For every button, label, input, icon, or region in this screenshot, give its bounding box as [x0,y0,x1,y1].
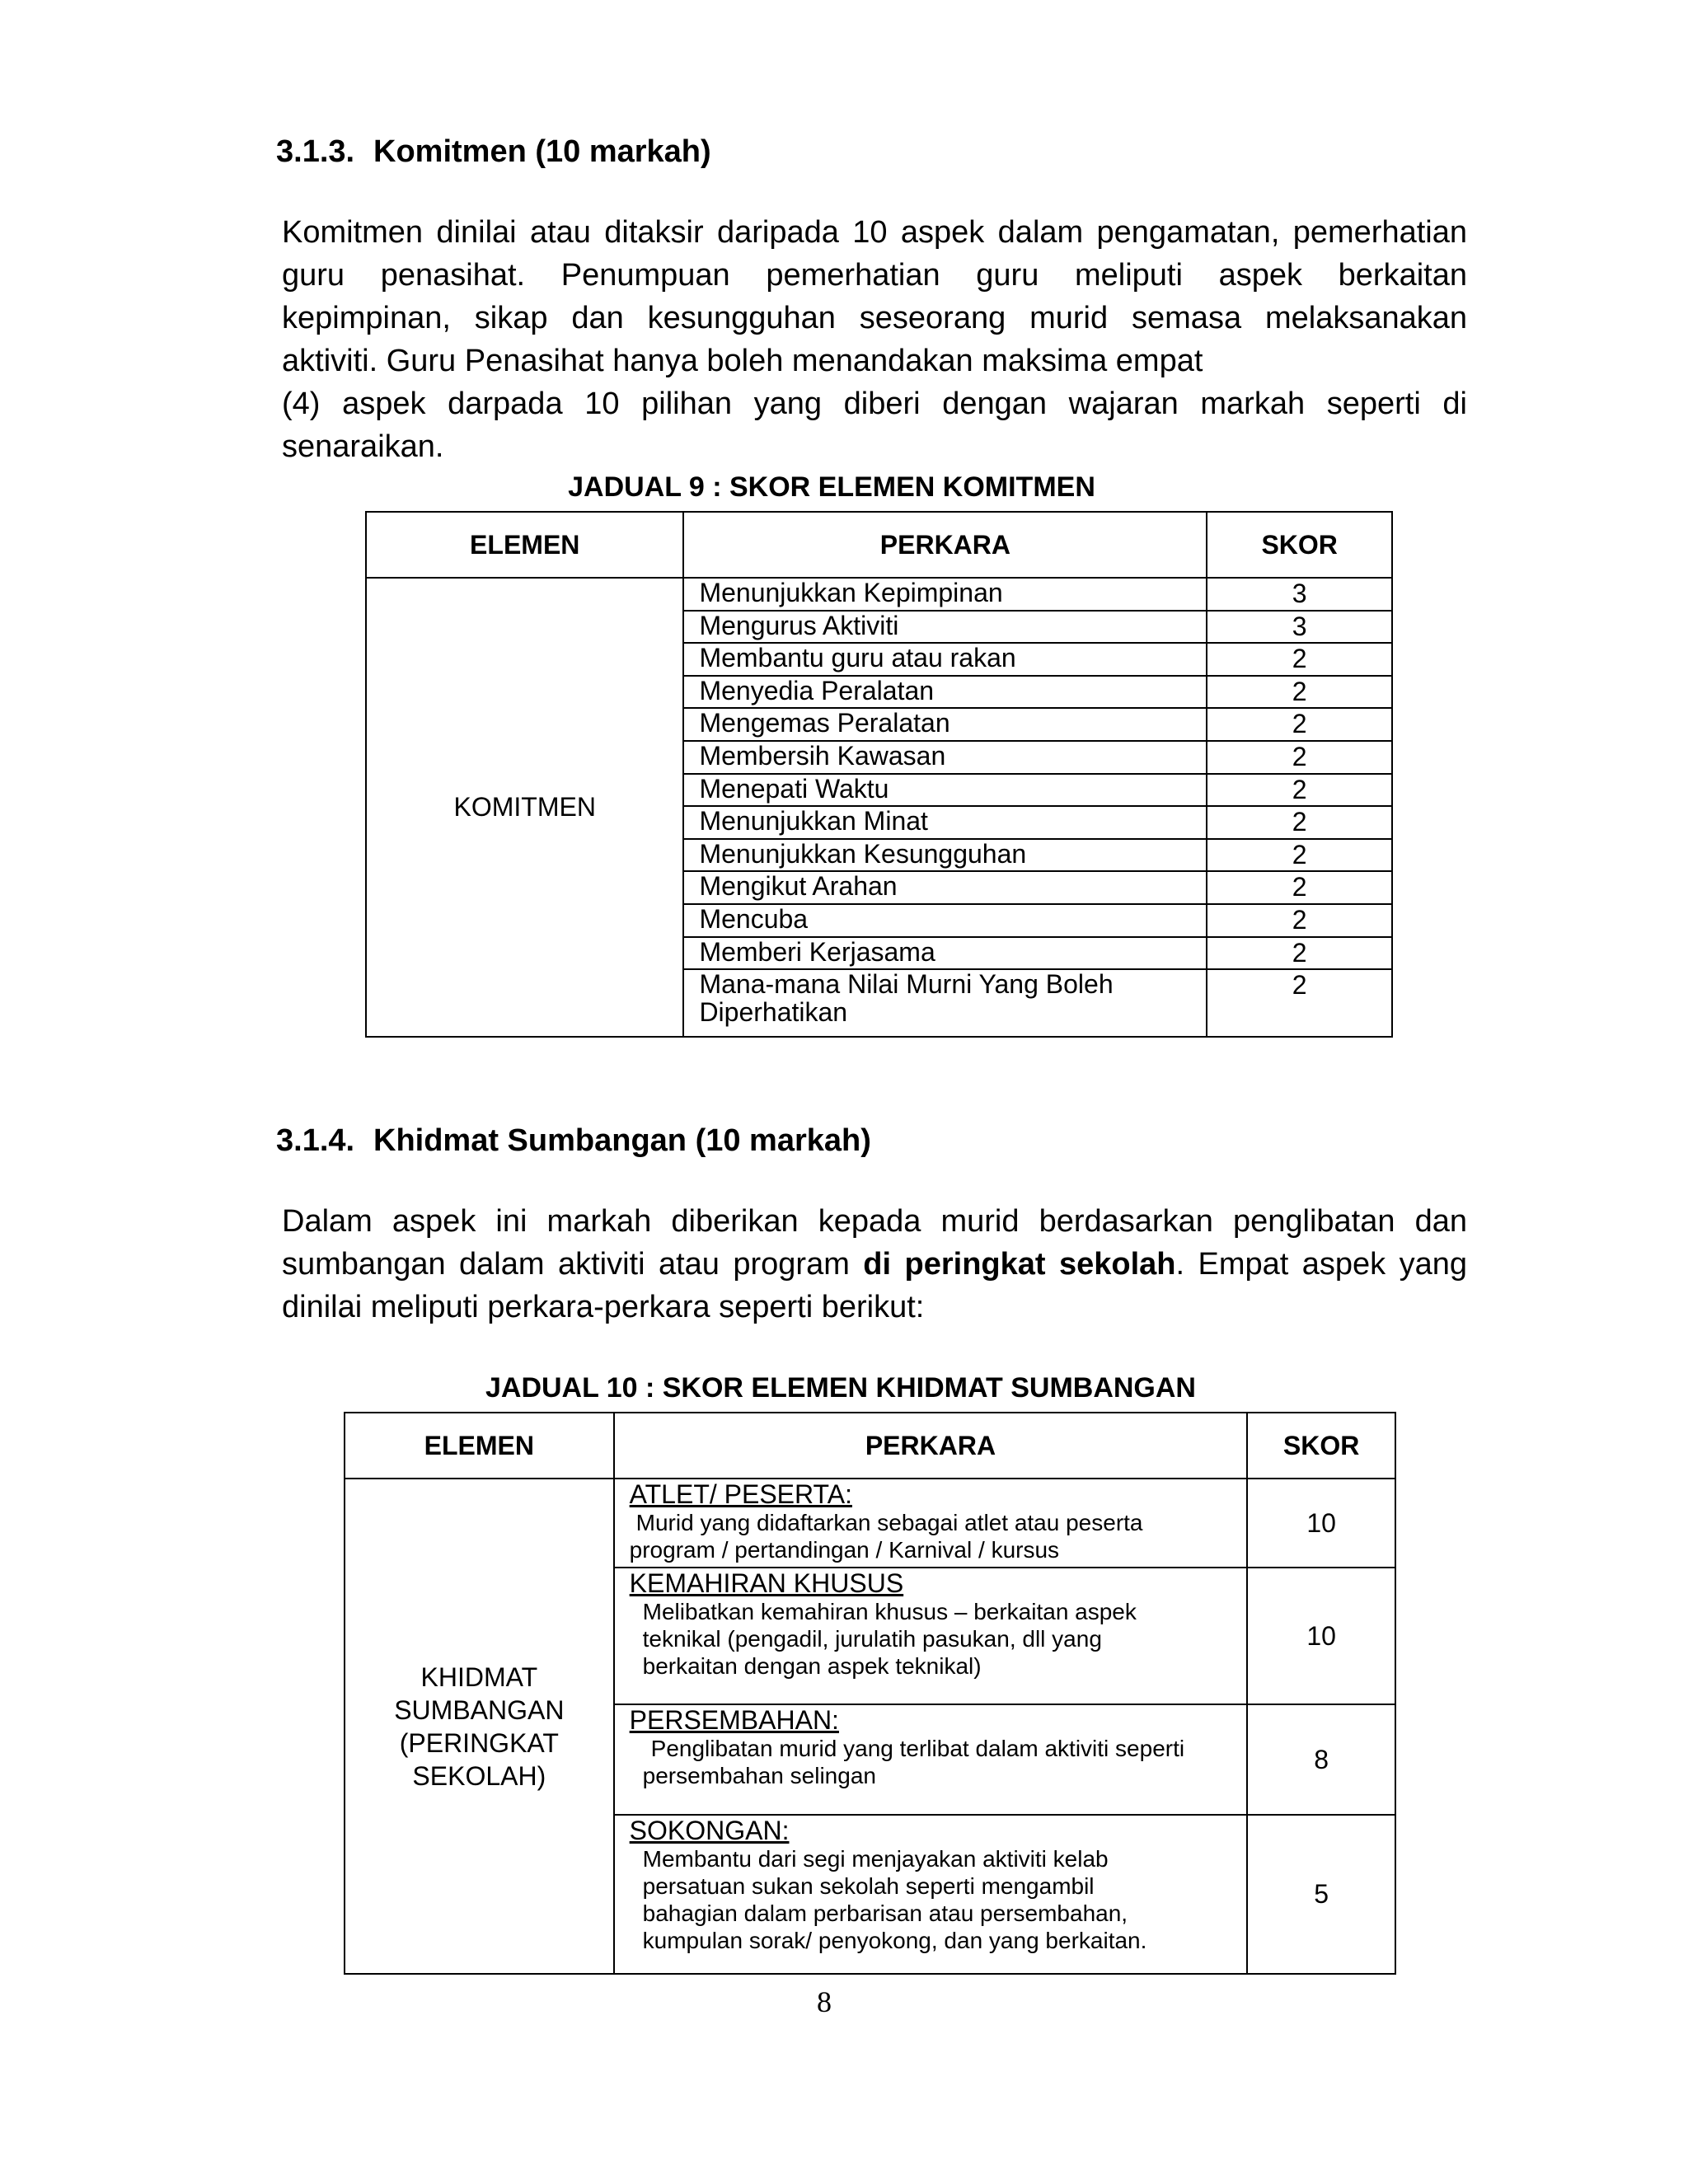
item-cell [614,1704,1248,1815]
section-314-heading [276,1123,871,1159]
item-description: persembahan selingan [642,1763,876,1788]
score-cell: 2 [1207,741,1392,774]
element-line: SEKOLAH) [412,1760,546,1791]
item-description: Penglibatan murid yang terlibat dalam aktiviti seperti [650,1736,1185,1761]
category-label: SOKONGAN: [629,1816,790,1845]
section-title: Komitmen (10 markah) [373,134,711,169]
column-header: PERKARA [683,512,1207,578]
section-title: Khidmat Sumbangan (10 markah) [373,1123,871,1158]
section-number: 3.1.3. [276,134,355,169]
item-cell: Menunjukkan Kesungguhan [683,839,1207,872]
score-cell: 2 [1207,643,1392,676]
element-line: SUMBANGAN [394,1694,565,1725]
para-line: aktiviti. Guru Penasihat hanya boleh menandakan maksima empat [282,344,1203,378]
score-cell: 2 [1207,839,1392,872]
score-cell: 2 [1207,806,1392,839]
item-description: teknikal (pengadil, jurulatih pasukan, dll yang [642,1626,1102,1652]
table9 [365,511,1393,1038]
para-line: senaraikan. [282,429,444,464]
table10 [344,1412,1396,1975]
score-cell: 2 [1207,774,1392,807]
column-header: SKOR [1247,1413,1395,1479]
item-cell [683,969,1207,1037]
para-line: kepimpinan, sikap dan kesungguhan seseorang murid semasa melaksanakan [282,301,1467,335]
item-description: Murid yang didaftarkan sebagai atlet atau peserta [635,1510,1143,1535]
score-cell: 2 [1207,904,1392,937]
element-line: KHIDMAT [420,1661,538,1692]
score-cell: 10 [1247,1479,1395,1568]
para-text: . Empat aspek yang [1175,1247,1467,1282]
item-description: kumpulan sorak/ penyokong, dan yang berkaitan. [642,1928,1147,1953]
table-row [366,578,1392,611]
section-313-heading [276,134,711,170]
table9-header-row [366,512,1392,578]
element-cell: KOMITMEN [366,578,683,1037]
table10-caption: JADUAL 10 : SKOR ELEMEN KHIDMAT SUMBANGAN [485,1372,1196,1404]
item-description: berkaitan dengan aspek teknikal) [642,1653,982,1679]
item-description: Melibatkan kemahiran khusus – berkaitan aspek [642,1599,1137,1624]
table9-caption: JADUAL 9 : SKOR ELEMEN KOMITMEN [568,471,1095,503]
score-cell: 2 [1207,937,1392,970]
score-cell: 8 [1247,1704,1395,1815]
score-cell: 3 [1207,578,1392,611]
para-text: sumbangan dalam aktiviti atau program [282,1247,864,1282]
item-cell: Memberi Kerjasama [683,937,1207,970]
para-line [282,1243,1467,1286]
column-header: ELEMEN [345,1413,614,1479]
item-cell: Menunjukkan Kepimpinan [683,578,1207,611]
score-cell: 2 [1207,708,1392,741]
category-label: KEMAHIRAN KHUSUS [629,1568,904,1598]
element-cell [345,1479,614,1974]
para-line: dinilai meliputi perkara-perkara seperti berikut: [282,1290,925,1324]
item-line: Diperhatikan [699,997,848,1028]
item-cell: Mencuba [683,904,1207,937]
item-description: bahagian dalam perbarisan atau persembahan, [642,1900,1128,1926]
item-cell: Menepati Waktu [683,774,1207,807]
item-cell: Membersih Kawasan [683,741,1207,774]
section-314-paragraph [282,1200,1467,1329]
item-cell [614,1479,1248,1568]
score-cell: 3 [1207,611,1392,644]
column-header: SKOR [1207,512,1392,578]
item-description: Membantu dari segi menjayakan aktiviti kelab [642,1846,1109,1872]
para-bold-text: di peringkat sekolah [863,1247,1176,1282]
page-number: 8 [817,1985,832,2018]
score-cell: 2 [1207,871,1392,904]
item-description: persatuan sukan sekolah seperti mengambil [642,1873,1095,1899]
column-header: ELEMEN [366,512,683,578]
category-label: ATLET/ PESERTA: [629,1479,852,1509]
section-number: 3.1.4. [276,1123,355,1158]
category-label: PERSEMBAHAN: [629,1705,839,1735]
score-cell: 5 [1247,1815,1395,1974]
para-line: Komitmen dinilai atau ditaksir daripada 10 aspek dalam pengamatan, pemerhatian [282,215,1467,250]
table10-header-row [345,1413,1395,1479]
para-line: (4) aspek darpada 10 pilihan yang diberi dengan wajaran markah seperti di [282,387,1467,421]
item-cell: Menyedia Peralatan [683,676,1207,709]
item-cell [614,1815,1248,1974]
item-cell: Membantu guru atau rakan [683,643,1207,676]
item-cell: Menunjukkan Minat [683,806,1207,839]
item-cell: Mengemas Peralatan [683,708,1207,741]
score-cell: 10 [1247,1568,1395,1704]
score-cell: 2 [1207,676,1392,709]
para-line: Dalam aspek ini markah diberikan kepada murid berdasarkan penglibatan dan [282,1204,1467,1239]
score-cell: 2 [1207,969,1392,1037]
element-line: (PERINGKAT [399,1727,559,1758]
item-line: Mana-mana Nilai Murni Yang Boleh [699,969,1114,1000]
item-cell: Mengikut Arahan [683,871,1207,904]
item-cell [614,1568,1248,1704]
table-row [345,1479,1395,1568]
para-line: guru penasihat. Penumpuan pemerhatian guru meliputi aspek berkaitan [282,258,1467,293]
item-description: program / pertandingan / Karnival / kursus [629,1537,1060,1563]
section-313-paragraph [282,211,1467,468]
column-header: PERKARA [614,1413,1248,1479]
item-cell: Mengurus Aktiviti [683,611,1207,644]
